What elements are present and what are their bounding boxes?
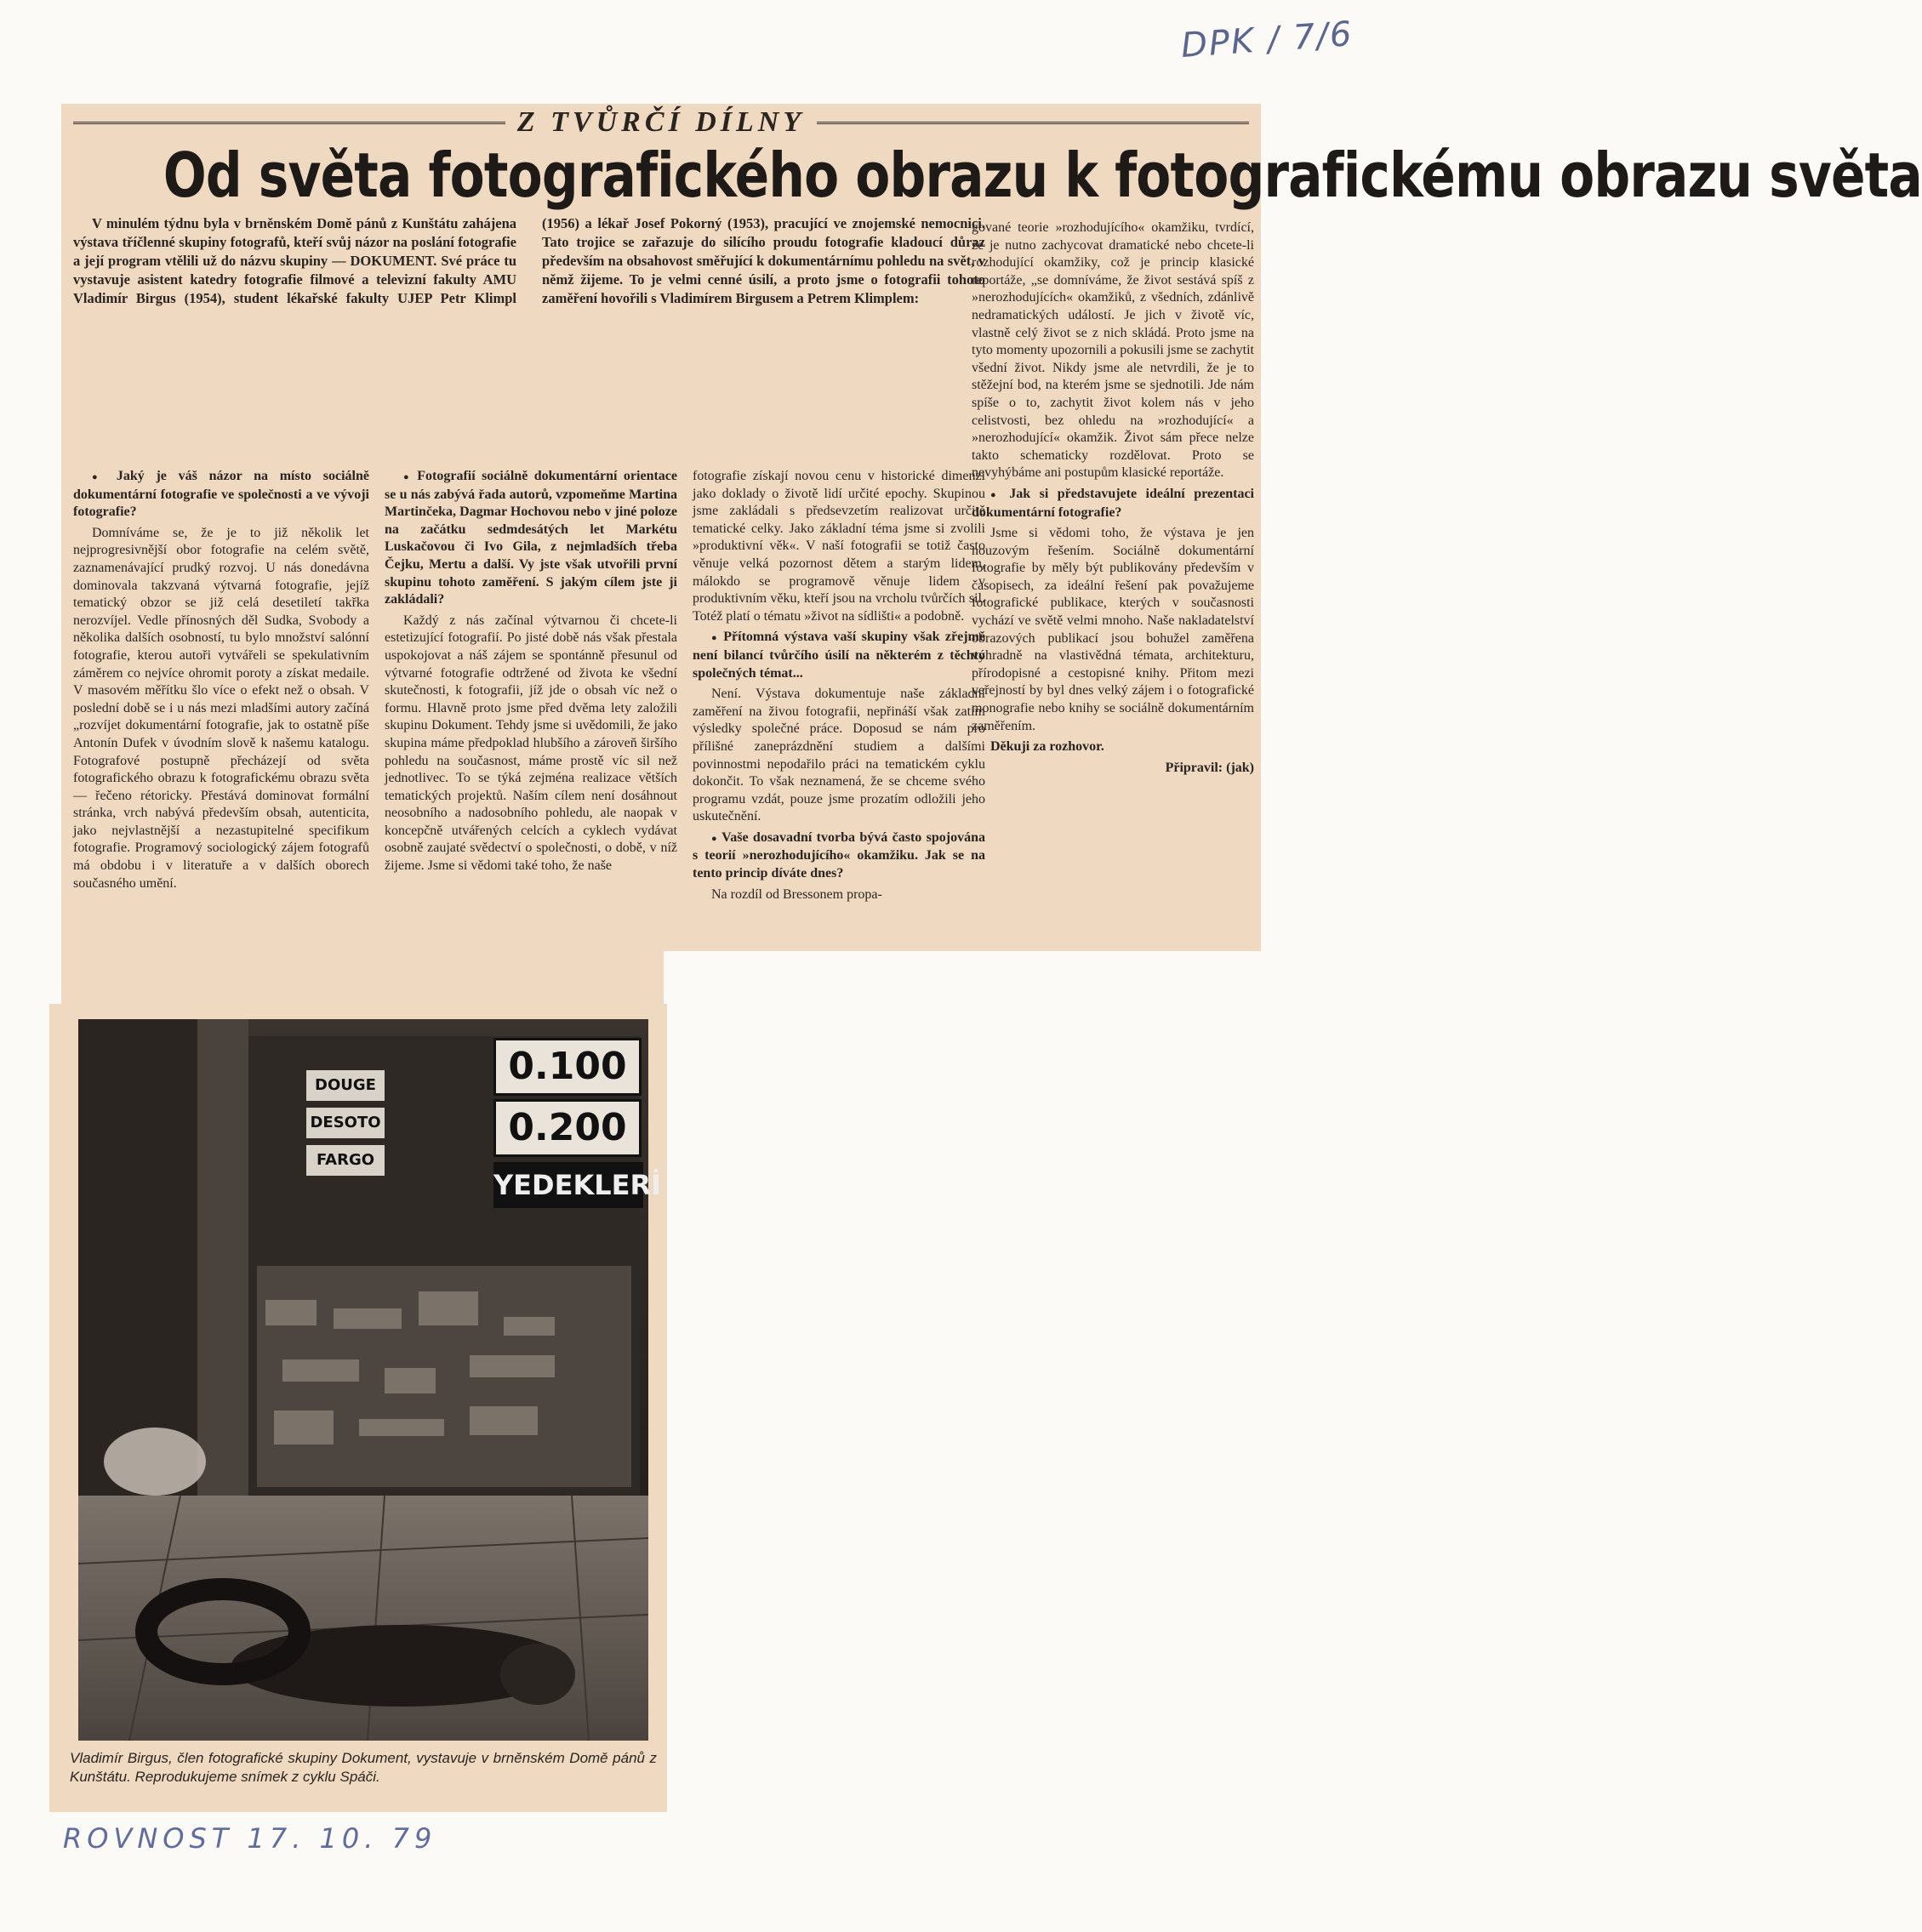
article-headline: Od světa fotografického obrazu k fotografickému obrazu světa [163, 140, 1922, 211]
rubric-rule-left [73, 122, 505, 124]
price-sign-2: 0.200 [493, 1099, 642, 1157]
answer-2-continued: fotografie získají novou cenu v historické dimenzi jako doklady o životě lidí určité epochy. Skupinou jsme zakládali s předsevzetím realizovat určitě tematické celky. Jako základní téma jsme si zvolili »produktivní věk«. V naší fotografii se totiž často věnuje velká pozornost dětem a starým lidem, málokdo se programově věnuje lidem v produktivním věku, kteří jsou na vrcholu tvůrčích sil. Totéž platí o tématu »život na sídlišti« a podobně. [693, 469, 985, 624]
answer-1: Domníváme se, že je to již několik let nejprogresivnější obor fotografie na celém světě, zaznamenávající prudký rozvoj. U nás donedávna dominovala takzvaná výtvarná fotografie, jejíž tematický obzor se již celá desetiletí takřka nerozvíjel. Vedle přínosných děl Sudka, Svobody a několika dalších osobností, tu bylo množství salónní fotografie, kterou autoři vytvářeli se spekulativním záměrem co nejvíce ohromit poroty a získat medaile. V masovém měřítku šlo více o efekt než o obsah. V poslední době se i u nás mezi mladšími autory začíná „rozvíjet dokumentární fotografie, jak to ostatně píše Antonín Dufek v úvodním slově k našemu katalogu. Fotografové postupně přecházejí od světa fotografického obrazu k fotografickému obrazu světa — řečeno rétoricky. Přestává dominovat formální stránka, vrch nabývá především obsah, autenticita, jako nejvlastnější a nezastupitelné specifikum fotografie. Programový sociologický zájem fotografů má obdobu i v literatuře a v dalších oborech současného umění. [73, 525, 369, 891]
rubric-bar [73, 107, 1249, 138]
shop-sign-yedekleri: YEDEKLERİ [493, 1162, 643, 1208]
answer-3: Není. Výstava dokumentuje naše základní zaměření na živou fotografii, nepřináší však zatím výsledky společné práce. Doposud se nám pro přílišné zaneprázdnění studiem a dalšími povinnostmi nepodařilo práci na tematickém cyklu dokončit. To však neznamená, že se chceme svého programu vzdát, pouze jsme prozatím odložili jeho uskutečnění. [693, 687, 985, 824]
price-sign-1: 0.100 [493, 1038, 642, 1096]
question-3: ● Přítomná výstava vaší skupiny však zřejmě není bilancí tvůrčího úsilí na některém z těchto společných témat... [693, 629, 985, 682]
rubric-rule-right [817, 122, 1249, 124]
article-column-2 [385, 468, 677, 970]
answer-4-continued: gované teorie »rozhodujícího« okamžiku, tvrdící, že je nutno zachycovat dramatické nebo chcete-li rozhodující okamžiky, což je princip klasické reportáže, „se domníváme, že život sestává spíš z »nerozhodujících« okamžiků, z všedních, zdánlivě nedramatických událostí. Je jich v životě víc, vlastně celý život se z nich skládá. Proto jsme na tyto momenty upozornili a pokusili jsme se zachytit všední život. Nikdy jsme ale netvrdili, že je to stěžejní bod, na kterém jsme se sjednotili. Jde nám spíše o to, zachytit život kolem nás v jeho celistvosti, bez ohledu na »rozhodující« a »nerozhodující« okamžik. Život sám přece nelze takto schematicky rozdělovat. Proto se nevyhýbáme ani postupům klasické reportáže. [972, 220, 1254, 481]
question-4: ● Vaše dosavadní tvorba bývá často spojována s teorií »nerozhodujícího« okamžiku. Jak se na tento princip díváte dnes? [693, 829, 985, 883]
photo-caption: Vladimír Birgus, člen fotografické skupiny Dokument, vystavuje v brněnském Domě pánů z Kunštátu. Reprodukujeme snímek z cyklu Spáči. [70, 1750, 657, 1785]
clipping-cut-area [664, 951, 1261, 1014]
handwritten-source-note: ROVNOST 17. 10. 79 [63, 1822, 437, 1855]
author-signoff: Připravil: (jak) [1165, 760, 1254, 775]
question-5: ● Jak si představujete ideální prezentaci dokumentární fotografie? [972, 486, 1254, 521]
intro-paragraph: V minulém týdnu byla v brněnském Domě pánů z Kunštátu zahájena výstava tříčlenné skupiny fotografů, kteří svůj názor na poslání fotografie a její program vtělili už do názvu skupiny — DOKUMENT. Své práce tu vystavuje asistent katedry fotografie filmové a televizní fakulty AMU Vladimír Birgus (1954), student lékařské fakulty UJEP Petr Klimpl (1956) a lékař Josef Pokorný (1953), pracující ve znojemské nemocnici. Tato trojice se zařazuje do silícího proudu fotografie kladoucí důraz především na obsahovost směřující k dokumentárnímu pohledu na svět, v němž žijeme. To je velmi cenné úsilí, a proto jsme o fotografii tohoto zaměření hovořili s Vladimírem Birgusem a Petrem Klimplem: [73, 215, 985, 306]
newspaper-clipping [61, 104, 1922, 1014]
article-photograph [78, 1019, 662, 1741]
thanks-line: Děkuji za rozhovor. [990, 739, 1104, 755]
rubric-title: Z TVŮRČÍ DÍLNY [516, 106, 806, 138]
question-2: ● Fotografií sociálně dokumentární orientace se u nás zabývá řada autorů, vzpomeňme Martina Martinčeka, Dagmar Hochovou nebo v jiné poloze na začátku sedmdesátých let Markétu Luskačovou či Ivo Gila, z nejmladších třeba Čejku, Mertu a další. Vy jste však utvořili první skupinu tohoto zaměření. S jakým cílem jste ji zakládali? [385, 468, 677, 609]
article-column-4 [972, 219, 1254, 970]
archive-code-handwritten: DPK / 7/6 [1179, 14, 1355, 66]
article-column-3 [693, 468, 985, 970]
article-intro [73, 214, 985, 463]
brand-sign-desoto: DESOTO [306, 1108, 385, 1138]
question-1: ● Jaký je váš názor na místo sociálně dokumentární fotografie ve společnosti a ve vývoji fotografie? [73, 468, 369, 521]
brand-sign-douge: DOUGE [306, 1070, 385, 1101]
answer-4-start: Na rozdíl od Bressonem propa- [711, 886, 882, 902]
article-column-1 [73, 468, 369, 970]
brand-sign-fargo: FARGO [306, 1145, 385, 1176]
answer-2: Každý z nás začínal výtvarnou či chcete-li estetizující fotografií. Po jisté době nás však přestala uspokojovat a náš zájem se spontánně přesunul od výtvarné fotografie odtržené od života ke všední skutečnosti, k fotografii, jíž jde o obsah víc než o formu. Hlavně proto jsme před dvěma lety založili skupinu Dokument. Tehdy jsme si uvědomili, že jako skupina máme předpoklad hlubšího a zároveň širšího pohledu na současnost, máme prostě víc sil než jednotlivec. To se týká zejména realizace větších tematických projektů. Naším cílem není dosáhnout neosobního a nadosobního pohledu, ale naopak v koncepčně utvářených celcích a cyklech vydávat osobně zaujaté svědectví o společnosti, o době, v níž žijeme. Jsme si vědomi také toho, že naše [385, 613, 677, 874]
answer-5: Jsme si vědomi toho, že výstava je jen nouzovým řešením. Sociálně dokumentární fotografie by měly být publikovány především v časopisech, za ideální řešení pak považujeme fotografické publikace, kterých v současnosti vychází ve světě velmi mnoho. Naše nakladatelství obrazových publikací jsou bohužel zaměřena výhradně na vlastivědná témata, architekturu, přírodopisné a cestopisné knihy. Přitom mezi veřejností by byl dnes velký zájem i o fotografické monografie nebo knihy se sociálně dokumentárním zaměřením. [972, 526, 1254, 733]
photo-clipping [49, 1004, 667, 1812]
